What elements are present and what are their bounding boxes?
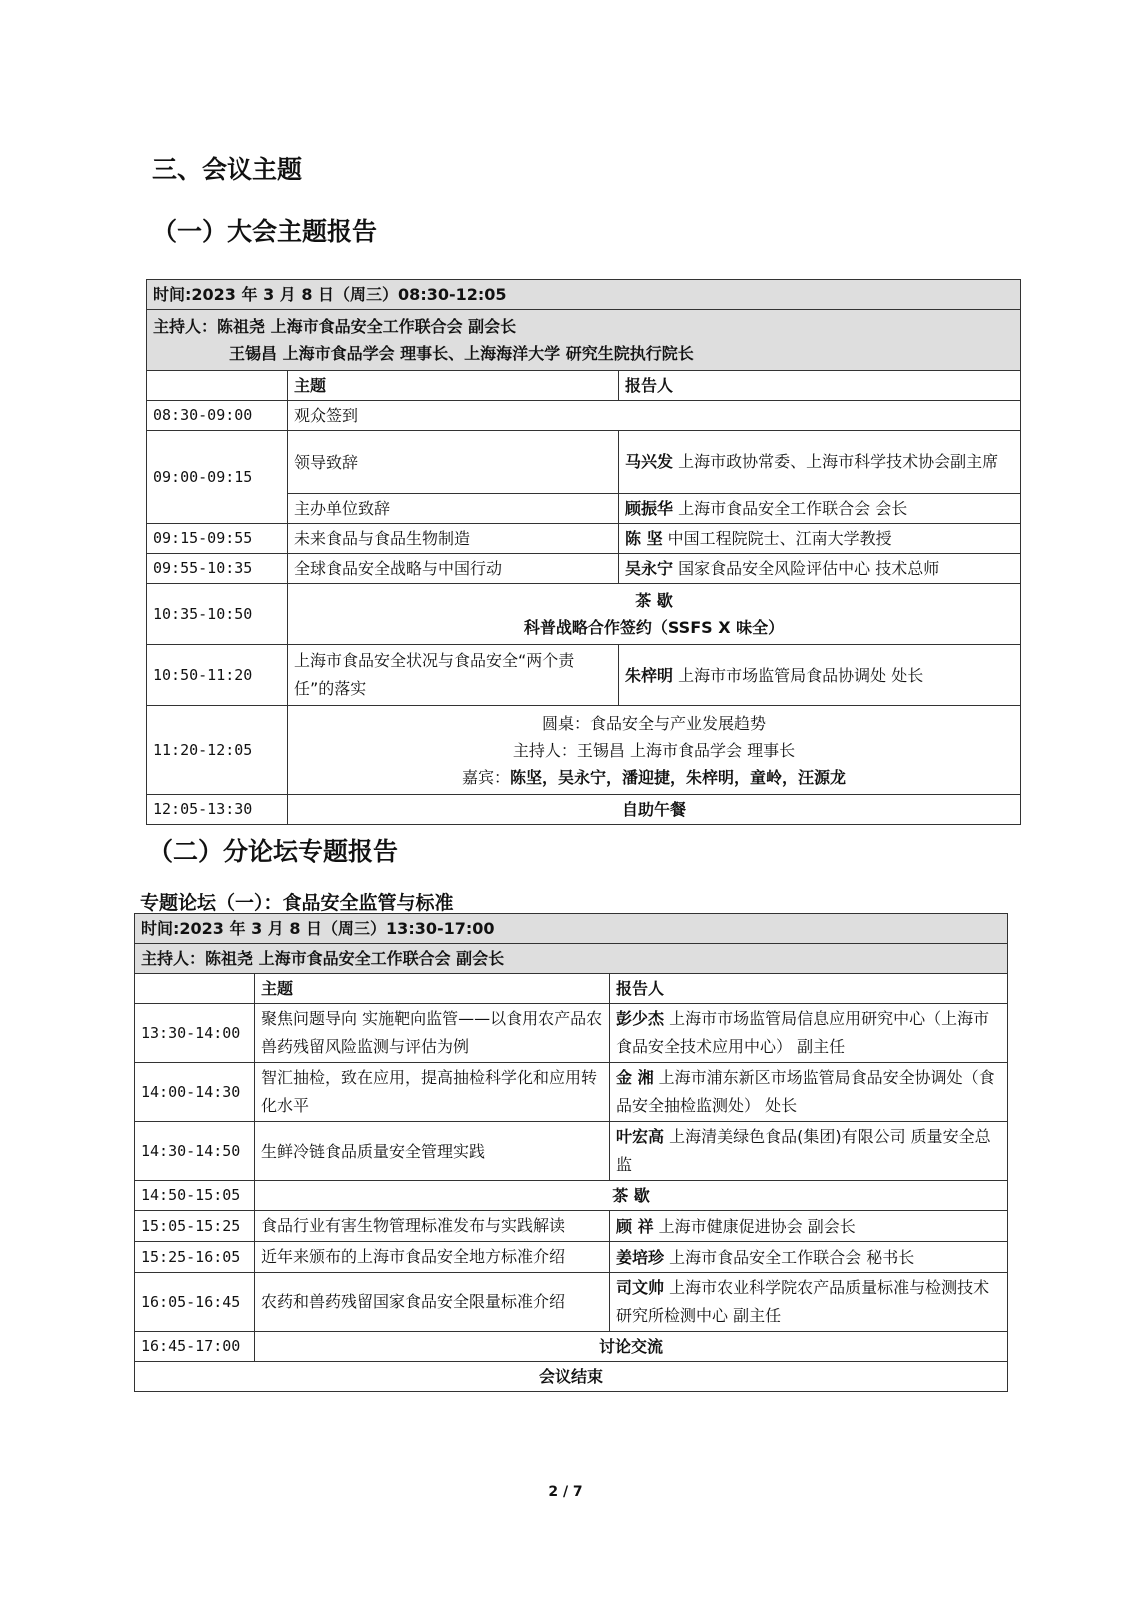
speaker-cell: [619, 645, 1021, 706]
table-row: [147, 524, 1021, 554]
speaker-org: 国家食品安全风险评估中心 技术总师: [678, 559, 940, 578]
speaker-org: 上海市农业科学院农产品质量标准与检测技术研究所检测中心 副主任: [616, 1278, 990, 1325]
topic-cell: 聚焦问题导向 实施靶向监管——以食用农产品农兽药残留风险监测与评估为例: [255, 1004, 610, 1063]
host-line: 王锡昌 上海市食品学会 理事长、上海海洋大学 研究生院执行院长: [229, 344, 694, 363]
speaker-name: 司文帅: [616, 1278, 665, 1297]
meeting-end-cell: 会议结束: [135, 1362, 1008, 1392]
table-row: [135, 1181, 1008, 1211]
speaker-cell: [619, 524, 1021, 554]
speaker-name: 顾 祥: [616, 1216, 654, 1236]
speaker-org: 中国工程院院士、江南大学教授: [667, 529, 892, 548]
column-header-speaker: 报告人: [619, 371, 1021, 401]
speaker-org: 上海市食品安全工作联合会 会长: [678, 499, 908, 518]
break-label: 茶 歇: [635, 591, 673, 610]
plenary-schedule-table: [146, 279, 1021, 825]
speaker-name: 顾振华: [625, 499, 674, 518]
speaker-cell: [610, 1211, 1008, 1242]
topic-cell: 主办单位致辞: [288, 494, 619, 524]
speaker-cell: [610, 1122, 1008, 1181]
guests-names: 陈坚，吴永宁，潘迎捷，朱梓明，童岭，汪源龙: [510, 767, 847, 787]
time-cell: 12:05-13:30: [147, 795, 288, 825]
speaker-name: 金 湘: [616, 1068, 654, 1087]
speaker-org: 上海市健康促进协会 副会长: [658, 1216, 856, 1236]
time-cell: 16:45-17:00: [135, 1332, 255, 1362]
table-header-row: [135, 974, 1008, 1004]
table-row: [135, 1122, 1008, 1181]
speaker-cell: [610, 1063, 1008, 1122]
table-row: [135, 1063, 1008, 1122]
speaker-cell: [610, 1273, 1008, 1332]
speaker-org: 上海市市场监管局食品协调处 处长: [678, 665, 924, 685]
table-row: [147, 280, 1021, 310]
topic-cell: 智汇抽检，致在应用，提高抽检科学化和应用转化水平: [255, 1063, 610, 1122]
time-cell: 14:30-14:50: [135, 1122, 255, 1181]
table-row: [147, 310, 1021, 371]
topic-cell: 近年来颁布的上海市食品安全地方标准介绍: [255, 1242, 610, 1273]
time-cell: 15:25-16:05: [135, 1242, 255, 1273]
table-row: [135, 1242, 1008, 1273]
column-header-topic: 主题: [288, 371, 619, 401]
table-row: [135, 914, 1008, 944]
speaker-org: 上海市食品安全工作联合会 秘书长: [669, 1247, 915, 1267]
table-row: [147, 554, 1021, 584]
session-time: 时间:2023 年 3 月 8 日（周三）08:30-12:05: [153, 285, 507, 304]
speaker-org: 上海清美绿色食品(集团)有限公司 质量安全总监: [616, 1127, 991, 1174]
section-heading: 三、会议主题: [152, 155, 303, 184]
topic-cell: 观众签到: [288, 401, 1021, 431]
time-cell: 14:00-14:30: [135, 1063, 255, 1122]
topic-cell: 未来食品与食品生物制造: [288, 524, 619, 554]
plenary-heading: （一）大会主题报告: [152, 217, 378, 246]
time-cell: 09:00-09:15: [147, 431, 288, 524]
speaker-org: 上海市市场监管局信息应用研究中心（上海市食品安全技术应用中心） 副主任: [616, 1009, 990, 1056]
speaker-org: 上海市浦东新区市场监管局食品安全协调处（食品安全抽检监测处） 处长: [616, 1068, 995, 1115]
page-number: 2 / 7: [548, 1484, 583, 1500]
time-cell: 09:55-10:35: [147, 554, 288, 584]
table-header-row: [147, 371, 1021, 401]
table-row: [135, 1362, 1008, 1392]
topic-cell: 生鲜冷链食品质量安全管理实践: [255, 1122, 610, 1181]
time-cell: 16:05-16:45: [135, 1273, 255, 1332]
speaker-name: 姜培珍: [616, 1247, 665, 1267]
forum-section-heading: （二）分论坛专题报告: [148, 837, 399, 866]
forum-heading: 专题论坛（一）：食品安全监管与标准: [140, 892, 454, 914]
roundtable-guests: [294, 764, 1014, 791]
guests-label: 嘉宾：: [461, 767, 510, 787]
break-cell: 茶 歇: [255, 1181, 1008, 1211]
time-cell: 10:35-10:50: [147, 584, 288, 645]
roundtable-cell: [288, 706, 1021, 795]
speaker-name: 彭少杰: [616, 1009, 665, 1028]
roundtable-title: 圆桌：食品安全与产业发展趋势: [541, 713, 766, 733]
speaker-name: 马兴发: [625, 452, 674, 471]
time-cell: 09:15-09:55: [147, 524, 288, 554]
table-row: [147, 706, 1021, 795]
discussion-cell: 讨论交流: [255, 1332, 1008, 1362]
topic-cell: 全球食品安全战略与中国行动: [288, 554, 619, 584]
speaker-cell: [619, 431, 1021, 494]
speaker-name: 陈 坚: [625, 529, 663, 548]
table-row: [147, 584, 1021, 645]
signing-label: 科普战略合作签约（SSFS X 味全）: [523, 618, 785, 637]
host-line: 主持人：陈祖尧 上海市食品安全工作联合会 副会长: [141, 949, 505, 968]
roundtable-host: 主持人：王锡昌 上海市食品学会 理事长: [512, 740, 796, 760]
topic-cell: 上海市食品安全状况与食品安全“两个责任”的落实: [288, 645, 619, 706]
time-cell: 14:50-15:05: [135, 1181, 255, 1211]
table-row: [135, 1273, 1008, 1332]
time-cell: 11:20-12:05: [147, 706, 288, 795]
time-cell: 08:30-09:00: [147, 401, 288, 431]
topic-cell: 领导致辞: [288, 431, 619, 494]
table-row: [147, 401, 1021, 431]
speaker-cell: [619, 554, 1021, 584]
speaker-cell: [610, 1004, 1008, 1063]
speaker-cell: [619, 494, 1021, 524]
speaker-cell: [610, 1242, 1008, 1273]
table-row: [147, 431, 1021, 494]
forum-schedule-table: [134, 913, 1008, 1392]
speaker-org: 上海市政协常委、上海市科学技术协会副主席: [678, 452, 999, 471]
table-row: [135, 944, 1008, 974]
speaker-name: 叶宏高: [616, 1127, 665, 1146]
table-row: [135, 1211, 1008, 1242]
table-row: [147, 795, 1021, 825]
table-row: [135, 1004, 1008, 1063]
column-header-topic: 主题: [255, 974, 610, 1004]
break-cell: [288, 584, 1021, 645]
column-header-speaker: 报告人: [610, 974, 1008, 1004]
session-time: 时间:2023 年 3 月 8 日（周三）13:30-17:00: [141, 919, 495, 938]
time-cell: 13:30-14:00: [135, 1004, 255, 1063]
topic-cell: 食品行业有害生物管理标准发布与实践解读: [255, 1211, 610, 1242]
lunch-cell: 自助午餐: [288, 795, 1021, 825]
topic-cell: 农药和兽药残留国家食品安全限量标准介绍: [255, 1273, 610, 1332]
table-row: [135, 1332, 1008, 1362]
time-cell: 10:50-11:20: [147, 645, 288, 706]
host-line: 主持人：陈祖尧 上海市食品安全工作联合会 副会长: [153, 317, 517, 336]
time-cell: 15:05-15:25: [135, 1211, 255, 1242]
speaker-name: 吴永宁: [625, 559, 674, 578]
table-row: [147, 645, 1021, 706]
speaker-name: 朱梓明: [625, 665, 674, 685]
